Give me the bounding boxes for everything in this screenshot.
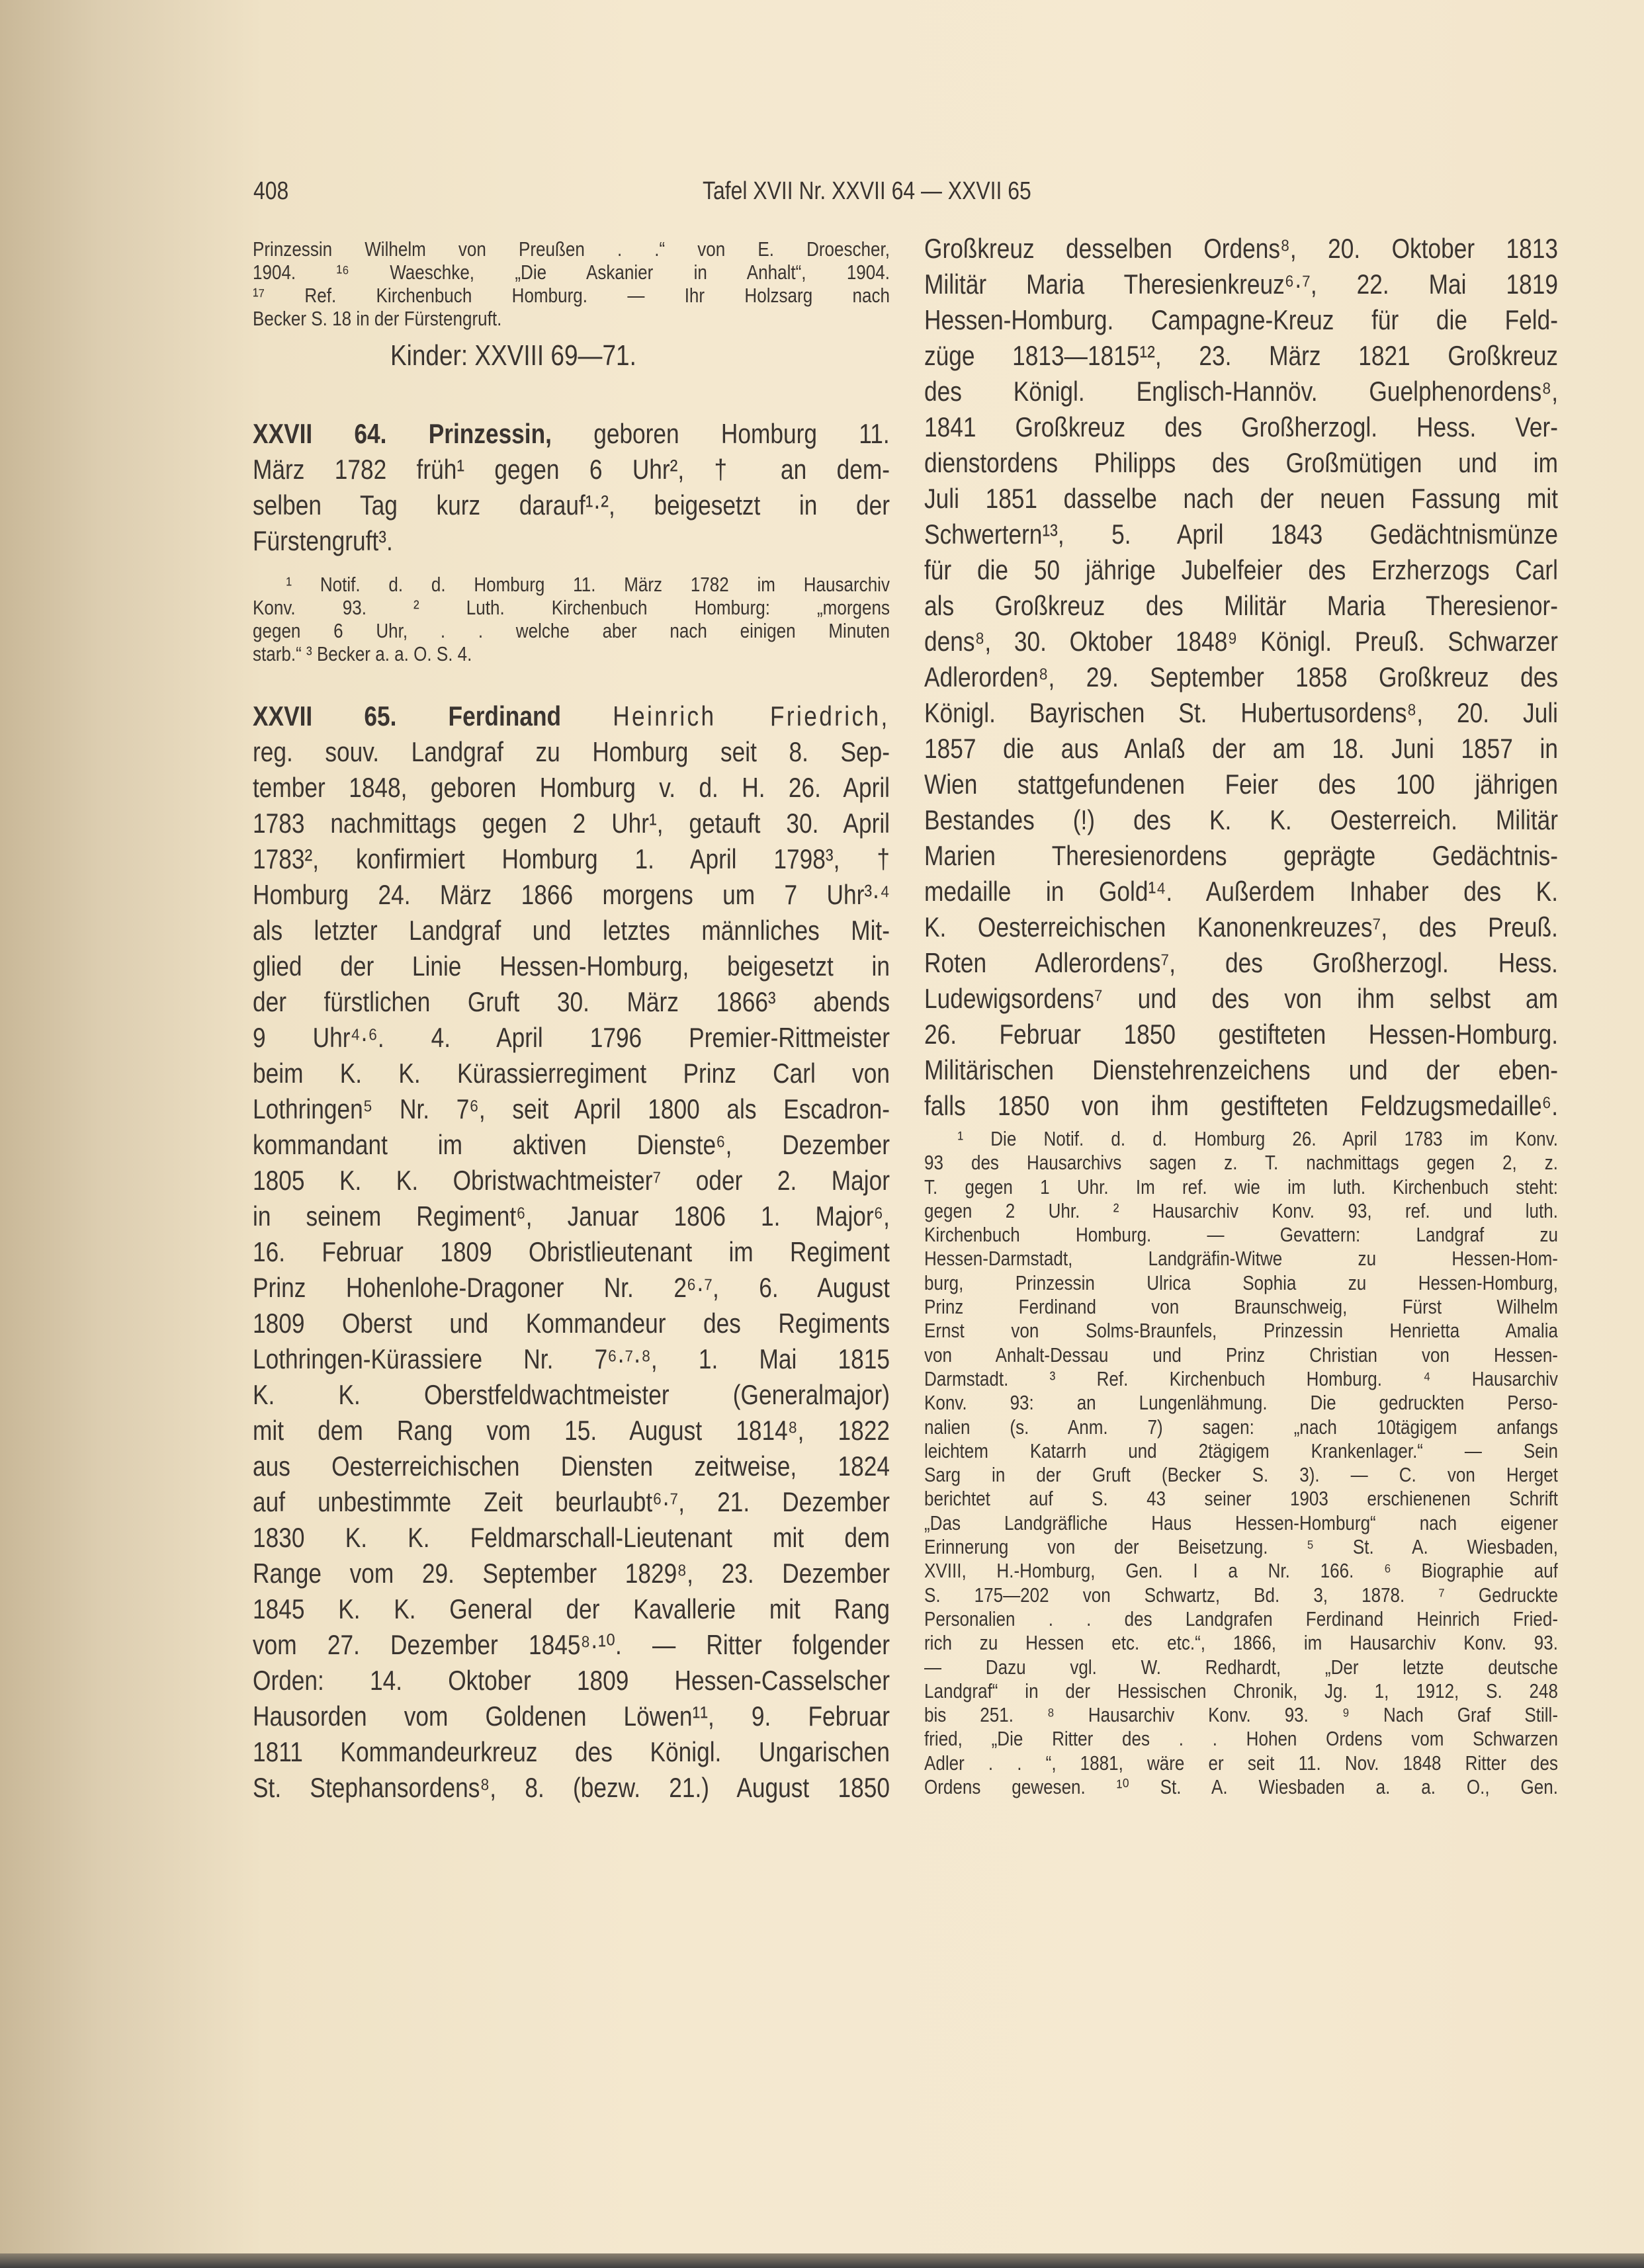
text-line: nalien (s. Anm. 7) sagen: „nach 10tägigem anfangs [924,1415,1558,1439]
text-line: 1904. ¹⁶ Waeschke, „Die Askanier in Anhalt“, 1904. [253,261,890,284]
text-line: Großkreuz desselben Ordens⁸, 20. Oktober 1813 [924,233,1558,264]
children-reference: Kinder: XXVIII 69—71. [390,339,636,372]
text-line: 1857 die aus Anlaß der am 18. Juni 1857 in [924,733,1558,764]
text-line: Lothringen⁵ Nr. 7⁶, seit April 1800 als Escadron- [253,1093,890,1124]
text-line: von Anhalt-Dessau und Prinz Christian von Hessen- [924,1343,1558,1366]
text-line: Landgraf“ in der Hessischen Chronik, Jg. 1, 1912, S. 248 [924,1679,1558,1702]
text-line: Marien Theresienordens geprägte Gedächtnis- [924,840,1558,871]
text-line: Ludewigsordens⁷ und des von ihm selbst am [924,983,1558,1014]
text-line: Militär Maria Theresienkreuz⁶·⁷, 22. Mai 1819 [924,269,1558,300]
text-line: 1783², konfirmiert Homburg 1. April 1798³, † [253,843,890,874]
text-line: Hausorden vom Goldenen Löwen¹¹, 9. Februar [253,1701,890,1732]
text-line: Kirchenbuch Homburg. — Gevattern: Landgraf zu [924,1223,1558,1247]
text-line: 1845 K. K. General der Kavallerie mit Rang [253,1593,890,1624]
text-line: vom 27. Dezember 1845⁸·¹⁰. — Ritter folgender [253,1629,890,1660]
entry-64-footnotes [253,573,890,665]
text-line: Erinnerung von der Beisetzung. ⁵ St. A. Wiesbaden, [924,1535,1558,1559]
text-line: Adler . . “, 1881, wäre er seit 11. Nov. 1848 Ritter des [924,1751,1558,1775]
text-line: Hessen-Darmstadt, Landgräfin-Witwe zu Hessen-Hom- [924,1247,1558,1271]
text-line: Ernst von Solms-Braunfels, Prinzessin Henrietta Amalia [924,1319,1558,1343]
text-line: Becker S. 18 in der Fürstengruft. [253,307,502,330]
text-line: Wien stattgefundenen Feier des 100 jährigen [924,769,1558,800]
entry-heading [253,698,890,734]
entry-number: XXVII 65. [253,700,397,732]
text-line: falls 1850 von ihm gestifteten Feldzugsmedaille⁶. [924,1090,1558,1121]
page-number: 408 [253,177,289,205]
entry-xxvii-64 [253,416,890,559]
entry-65-continued [924,231,1558,1124]
text-line: 1809 Oberst und Kommandeur des Regiments [253,1308,890,1339]
text-line: K. K. Oberstfeldwachtmeister (Generalmajor) [253,1379,890,1410]
text-line: März 1782 früh¹ gegen 6 Uhr², † an dem- [253,454,890,485]
text-line: Range vom 29. September 1829⁸, 23. Dezember [253,1558,890,1589]
text-line: für die 50 jährige Jubelfeier des Erzherzogs Carl [924,554,1558,585]
text-line: der fürstlichen Gruft 30. März 1866³ abends [253,986,890,1017]
text-line: Personalien . . des Landgrafen Ferdinand Heinrich Fried- [924,1607,1558,1630]
text-line: rich zu Hessen etc. etc.“, 1866, im Hausarchiv Konv. 93. [924,1631,1558,1655]
text-line: Juli 1851 dasselbe nach der neuen Fassung mit [924,483,1558,514]
text-line: Roten Adlerordens⁷, des Großherzogl. Hess. [924,947,1558,978]
text-line: — Dazu vgl. W. Redhardt, „Der letzte deutsche [924,1655,1558,1679]
text-line: Homburg 24. März 1866 morgens um 7 Uhr³·⁴ [253,879,890,910]
text-line: selben Tag kurz darauf¹·², beigesetzt in der [253,489,890,521]
text-line: Orden: 14. Oktober 1809 Hessen-Casselscher [253,1665,890,1696]
scan-edge [0,2253,1644,2268]
text-line: kommandant im aktiven Dienste⁶, Dezember [253,1129,890,1160]
text-line: mit dem Rang vom 15. August 1814⁸, 1822 [253,1415,890,1446]
entry-heading-rest: Heinrich Friedrich, [613,700,890,732]
text-line: Schwertern¹³, 5. April 1843 Gedächtnismünze [924,519,1558,550]
text-line: ¹ Die Notif. d. d. Homburg 26. April 1783 im Konv. [957,1127,1558,1150]
entry-65-footnotes [924,1127,1558,1799]
text-line: 9 Uhr⁴·⁶. 4. April 1796 Premier-Rittmeister [253,1022,890,1053]
text-line: Ordens gewesen. ¹⁰ St. A. Wiesbaden a. a. O., Gen. [924,1775,1558,1799]
text-line: Hessen-Homburg. Campagne-Kreuz für die Feld- [924,304,1558,335]
text-line: 93 des Hausarchivs sagen z. T. nachmittags gegen 2, z. [924,1151,1558,1175]
text-line: K. Oesterreichischen Kanonenkreuzes⁷, des Preuß. [924,911,1558,943]
text-line: bis 251. ⁸ Hausarchiv Konv. 93. ⁹ Nach Graf Still- [924,1703,1558,1727]
entry-heading [253,416,890,452]
text-line: gegen 2 Uhr. ² Hausarchiv Konv. 93, ref. und luth. [924,1198,1558,1222]
text-line: burg, Prinzessin Ulrica Sophia zu Hessen-Homburg, [924,1271,1558,1294]
text-line: beim K. K. Kürassierregiment Prinz Carl von [253,1058,890,1089]
text-line: 1811 Kommandeurkreuz des Königl. Ungarischen [253,1736,890,1767]
text-line: reg. souv. Landgraf zu Homburg seit 8. Sep- [253,736,890,767]
entry-name: Ferdinand [448,700,562,732]
text-line: medaille in Gold¹⁴. Außerdem Inhaber des K. [924,876,1558,907]
text-line: 1841 Großkreuz des Großherzogl. Hess. Ver- [924,411,1558,442]
text-line: dens⁸, 30. Oktober 1848⁹ Königl. Preuß. Schwarzer [924,626,1558,657]
text-line: Königl. Bayrischen St. Hubertusordens⁸, 20. Juli [924,697,1558,728]
text-line: glied der Linie Hessen-Homburg, beigesetzt in [253,950,890,982]
text-line: Prinz Ferdinand von Braunschweig, Fürst Wilhelm [924,1295,1558,1319]
text-line: dienstordens Philipps des Großmütigen und im [924,447,1558,478]
entry-heading-rest: geboren Homburg 11. [593,418,890,449]
text-line: 1805 K. K. Obristwachtmeister⁷ oder 2. Major [253,1165,890,1196]
running-title: Tafel XVII Nr. XXVII 64 — XXVII 65 [703,177,1031,205]
text-line: des Königl. Englisch-Hannöv. Guelphenordens⁸, [924,376,1558,407]
text-line: züge 1813—1815¹², 23. März 1821 Großkreuz [924,340,1558,371]
text-line: Konv. 93: an Lungenlähmung. Die gedruckten Perso- [924,1391,1558,1415]
entry-xxvii-65 [253,698,890,1806]
text-line: Fürstengruft³. [253,525,393,556]
text-line: Konv. 93. ² Luth. Kirchenbuch Homburg: „morgens [253,596,890,619]
text-line: Prinz Hohenlohe-Dragoner Nr. 2⁶·⁷, 6. August [253,1272,890,1303]
text-line: fried, „Die Ritter des . . Hohen Ordens vom Schwarzen [924,1727,1558,1751]
text-line: 26. Februar 1850 gestifteten Hessen-Homburg. [924,1019,1558,1050]
text-line: Militärischen Dienstehrenzeichens und der eben- [924,1054,1558,1085]
text-line: T. gegen 1 Uhr. Im ref. wie im luth. Kirchenbuch steht: [924,1175,1558,1198]
text-line: XVIII, H.-Homburg, Gen. I a Nr. 166. ⁶ Biographie auf [924,1559,1558,1583]
text-line: gegen 6 Uhr, . . welche aber nach einigen Minuten [253,619,890,642]
text-line: in seinem Regiment⁶, Januar 1806 1. Major⁶, [253,1200,890,1232]
text-line: als letzter Landgraf und letztes männliches Mit- [253,915,890,946]
text-line: tember 1848, geboren Homburg v. d. H. 26. April [253,772,890,803]
left-top-footnotes [253,237,890,330]
text-line: aus Oesterreichischen Diensten zeitweise, 1824 [253,1450,890,1482]
text-line: 16. Februar 1809 Obristlieutenant im Regiment [253,1236,890,1267]
text-line: auf unbestimmte Zeit beurlaubt⁶·⁷, 21. Dezember [253,1486,890,1517]
text-line: S. 175—202 von Schwartz, Bd. 3, 1878. ⁷ Gedruckte [924,1583,1558,1607]
text-line: Sarg in der Gruft (Becker S. 3). — C. von Herget [924,1463,1558,1487]
text-line: berichtet auf S. 43 seiner 1903 erschienenen Schrift [924,1487,1558,1511]
text-line: „Das Landgräfliche Haus Hessen-Homburg“ nach eigener [924,1511,1558,1534]
text-line: 1830 K. K. Feldmarschall-Lieutenant mit dem [253,1522,890,1553]
text-line: leichtem Katarrh und 2tägigem Krankenlager.“ — Sein [924,1439,1558,1462]
text-line: 1783 nachmittags gegen 2 Uhr¹, getauft 30. April [253,808,890,839]
entry-name: Prinzessin, [428,418,552,449]
text-line: Bestandes (!) des K. K. Oesterreich. Militär [924,804,1558,835]
text-line: starb.“ ³ Becker a. a. O. S. 4. [253,642,472,665]
text-line: St. Stephansordens⁸, 8. (bezw. 21.) August 1850 [253,1772,890,1803]
text-line: ¹ Notif. d. d. Homburg 11. März 1782 im Hausarchiv [286,573,890,596]
text-line: Prinzessin Wilhelm von Preußen . .“ von E. Droescher, [253,237,890,261]
text-line: als Großkreuz des Militär Maria Theresienor- [924,590,1558,621]
text-line: Adlerorden⁸, 29. September 1858 Großkreuz des [924,661,1558,693]
text-line: Darmstadt. ³ Ref. Kirchenbuch Homburg. ⁴ Hausarchiv [924,1366,1558,1390]
entry-number: XXVII 64. [253,418,387,449]
text-line: ¹⁷ Ref. Kirchenbuch Homburg. — Ihr Holzsarg nach [253,284,890,307]
text-line: Lothringen-Kürassiere Nr. 7⁶·⁷·⁸, 1. Mai 1815 [253,1343,890,1374]
